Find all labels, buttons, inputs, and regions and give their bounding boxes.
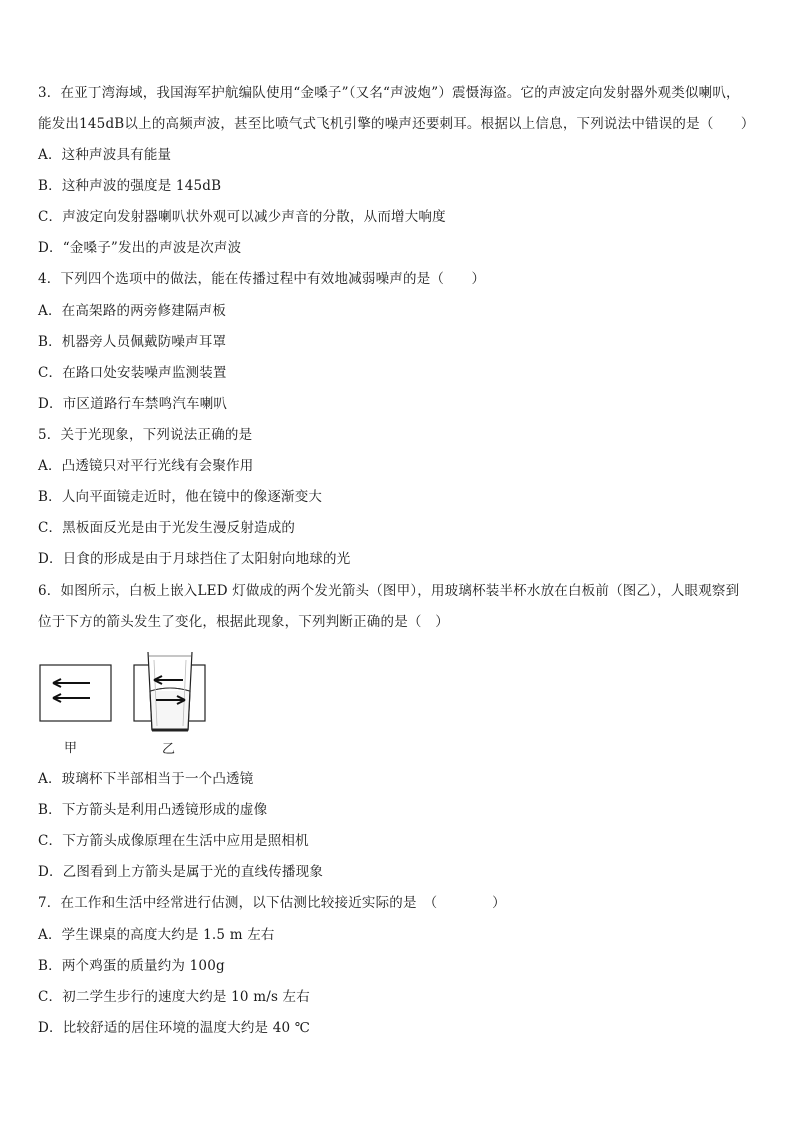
upper-arrow-jia bbox=[53, 679, 90, 687]
lower-arrow-jia bbox=[53, 694, 90, 702]
figure-label-yi: 乙 bbox=[162, 742, 176, 757]
q4-option-c: C．在路口处安装噪声监测装置 bbox=[38, 365, 227, 381]
q3-option-c: C．声波定向发射器喇叭状外观可以减少声音的分散，从而增大响度 bbox=[38, 209, 446, 225]
q5-option-a: A．凸透镜只对平行光线有会聚作用 bbox=[38, 458, 254, 474]
q3-option-d: D．“金嗓子”发出的声波是次声波 bbox=[38, 240, 242, 256]
q4-option-b: B．机器旁人员佩戴防噪声耳罩 bbox=[38, 334, 227, 350]
q4-option-d: D．市区道路行车禁鸣汽车喇叭 bbox=[38, 396, 228, 412]
q6-option-b: B．下方箭头是利用凸透镜形成的虚像 bbox=[38, 802, 268, 818]
q6-option-c: C．下方箭头成像原理在生活中应用是照相机 bbox=[38, 833, 309, 849]
q3-stem-line2: 能发出145dB以上的高频声波，甚至比喷气式飞机引擎的噪声还要刺耳。根据以上信息，下列说法中错误的是（ ） bbox=[38, 116, 755, 132]
q5-option-c: C．黑板面反光是由于光发生漫反射造成的 bbox=[38, 520, 296, 536]
q5-option-d: D．日食的形成是由于月球挡住了太阳射向地球的光 bbox=[38, 551, 351, 567]
q5-option-b: B．人向平面镜走近时，他在镜中的像逐渐变大 bbox=[38, 489, 323, 505]
q6-option-d: D．乙图看到上方箭头是属于光的直线传播现象 bbox=[38, 864, 324, 880]
q5-stem: 5．关于光现象，下列说法正确的是 bbox=[38, 427, 253, 443]
q4-stem: 4．下列四个选项中的做法，能在传播过程中有效地减弱噪声的是（ ） bbox=[38, 271, 486, 287]
q7-stem: 7．在工作和生活中经常进行估测，以下估测比较接近实际的是 （ ） bbox=[38, 895, 506, 911]
q6-stem-line2: 位于下方的箭头发生了变化，根据此现象，下列判断正确的是（ ） bbox=[38, 614, 449, 630]
glass-icon bbox=[148, 652, 192, 730]
q7-option-c: C．初二学生步行的速度大约是 10 m/s 左右 bbox=[38, 989, 310, 1005]
q3-option-b: B．这种声波的强度是 145dB bbox=[38, 178, 222, 194]
figure-label-jia: 甲 bbox=[64, 741, 78, 756]
q3-option-a: A．这种声波具有能量 bbox=[38, 147, 172, 163]
q6-option-a: A．玻璃杯下半部相当于一个凸透镜 bbox=[38, 771, 254, 787]
q4-option-a: A．在高架路的两旁修建隔声板 bbox=[38, 303, 227, 319]
whiteboard-jia bbox=[40, 665, 111, 721]
q7-option-a: A．学生课桌的高度大约是 1.5 m 左右 bbox=[38, 927, 275, 943]
q3-stem-line1: 3．在亚丁湾海域，我国海军护航编队使用“金嗓子”（又名“声波炮”）震慑海盗。它的声波定向发射器外观类似喇叭， bbox=[38, 85, 740, 101]
q7-option-d: D．比较舒适的居住环境的温度大约是 40 ℃ bbox=[38, 1020, 311, 1036]
q6-figure bbox=[38, 650, 218, 760]
q6-stem-line1: 6．如图所示，白板上嵌入LED 灯做成的两个发光箭头（图甲），用玻璃杯装半杯水放在白板前（图乙），人眼观察到 bbox=[38, 583, 740, 599]
q7-option-b: B．两个鸡蛋的质量约为 100g bbox=[38, 958, 225, 974]
